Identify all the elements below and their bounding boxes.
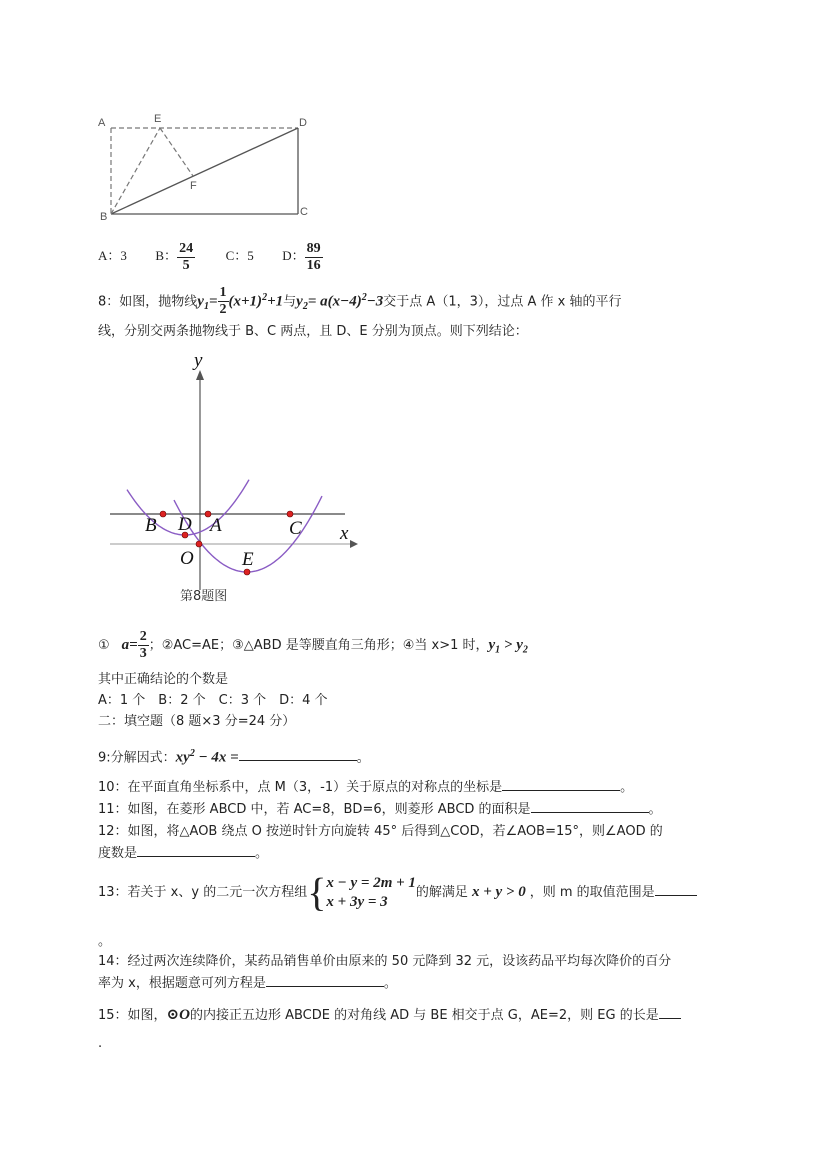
rectangle-fold-figure bbox=[90, 110, 320, 235]
q7-option-d-prefix: D： bbox=[282, 248, 305, 263]
q9-answer-blank[interactable] bbox=[239, 748, 357, 761]
q8-conclusions: ① a= $\frac{2}{3}$ ；②AC=AE；③△ABD 是等腰直角三角形；④当 x>1 时，$y_1 > y_2$ bbox=[98, 629, 528, 661]
q7-option-c: C：5 bbox=[225, 248, 254, 263]
label-d: D bbox=[299, 117, 307, 129]
point-c bbox=[287, 511, 293, 517]
q15-line2: . bbox=[98, 1036, 103, 1051]
label-a: A bbox=[98, 117, 106, 129]
q7-option-b-prefix: B： bbox=[155, 248, 178, 263]
q10: 10：在平面直角坐标系中，点 M（3，-1）关于原点的对称点的坐标是 。 bbox=[98, 780, 634, 795]
label-graph-a: A bbox=[210, 515, 222, 536]
segment-ef bbox=[160, 128, 193, 176]
q14-answer-blank[interactable] bbox=[266, 974, 384, 987]
label-e: E bbox=[154, 113, 162, 125]
label-graph-e: E bbox=[242, 549, 254, 570]
segment-bd bbox=[111, 128, 298, 214]
segment-be bbox=[111, 128, 160, 214]
q10-answer-blank[interactable] bbox=[502, 778, 620, 791]
q14-line2: 率为 x，根据题意可列方程是 。 bbox=[98, 976, 397, 991]
y-axis-arrow bbox=[196, 370, 204, 380]
label-y-axis: y bbox=[194, 350, 203, 371]
q15: 15：如图，⊙O的内接正五边形 ABCDE 的对角线 AD 与 BE 相交于点 G，AE=2，则 EG 的长是 bbox=[98, 1004, 681, 1024]
graph-caption: 第8题图 bbox=[180, 589, 228, 604]
q14-line1: 14：经过两次连续降价，某药品销售单价由原来的 50 元降到 32 元，设该药品平均每次降价的百分 bbox=[98, 954, 672, 969]
x-axis-arrow bbox=[350, 540, 358, 548]
q7-options bbox=[98, 236, 323, 276]
label-graph-b: B bbox=[145, 515, 157, 536]
q8-a-fraction: $\frac{2}{3}$ bbox=[139, 629, 147, 661]
point-o bbox=[196, 541, 202, 547]
q8-options: A：1 个 B：2 个 C：3 个 D：4 个 bbox=[98, 693, 328, 708]
label-graph-d: D bbox=[178, 514, 192, 535]
q8-stem-line1: 8：如图，抛物线$y_1=$ $\frac{1}{2}$ $(x+1)^2+1$与$y_2= a(x-4)^2-3$交于点 A（1，3），过点 A 作 x 轴的平行 bbox=[98, 285, 622, 318]
label-graph-o: O bbox=[180, 548, 194, 569]
q12-answer-blank[interactable] bbox=[137, 844, 255, 857]
q12-line2: 度数是 。 bbox=[98, 846, 269, 861]
parabola-graph bbox=[100, 350, 365, 610]
q9: 9:分解因式：$xy^2 - 4x$ = 。 bbox=[98, 748, 370, 766]
label-f: F bbox=[190, 180, 197, 192]
q7-option-a: A：3 bbox=[98, 248, 127, 263]
q13-line2: 。 bbox=[98, 934, 112, 949]
q8-half-fraction: $\frac{1}{2}$ bbox=[219, 285, 227, 318]
q12-line1: 12：如图，将△AOB 绕点 O 按逆时针方向旋转 45° 后得到△COD，若∠AOB=15°，则∠AOD 的 bbox=[98, 824, 663, 839]
q13-answer-blank[interactable] bbox=[655, 883, 697, 896]
q11-answer-blank[interactable] bbox=[531, 800, 649, 813]
label-b: B bbox=[100, 211, 108, 223]
q13-equation-system: x − y = 2m + 1 x + 3y = 3 bbox=[326, 874, 416, 910]
q8-stem-line2: 线，分别交两条抛物线于 B、C 两点，且 D、E 分别为顶点。则下列结论： bbox=[98, 324, 528, 339]
q7-option-d-fraction: $\frac{89}{16}$ bbox=[306, 240, 321, 273]
q7-option-b-fraction: $\frac{24}{5}$ bbox=[179, 240, 194, 273]
q8-question: 其中正确结论的个数是 bbox=[98, 672, 229, 687]
label-c: C bbox=[300, 206, 308, 218]
q13: 13：若关于 x、y 的二元一次方程组{ x − y = 2m + 1 x + 3y = 3 的解满足 x + y > 0 ，则 m 的取值范围是 bbox=[98, 869, 697, 915]
point-b bbox=[160, 511, 166, 517]
label-x-axis: x bbox=[340, 523, 349, 544]
label-graph-c: C bbox=[289, 518, 302, 539]
q11: 11：如图，在菱形 ABCD 中，若 AC=8，BD=6，则菱形 ABCD 的面积是 。 bbox=[98, 802, 662, 817]
section-2-heading: 二：填空题（8 题×3 分=24 分） bbox=[98, 714, 296, 729]
q15-answer-blank[interactable] bbox=[659, 1006, 681, 1019]
